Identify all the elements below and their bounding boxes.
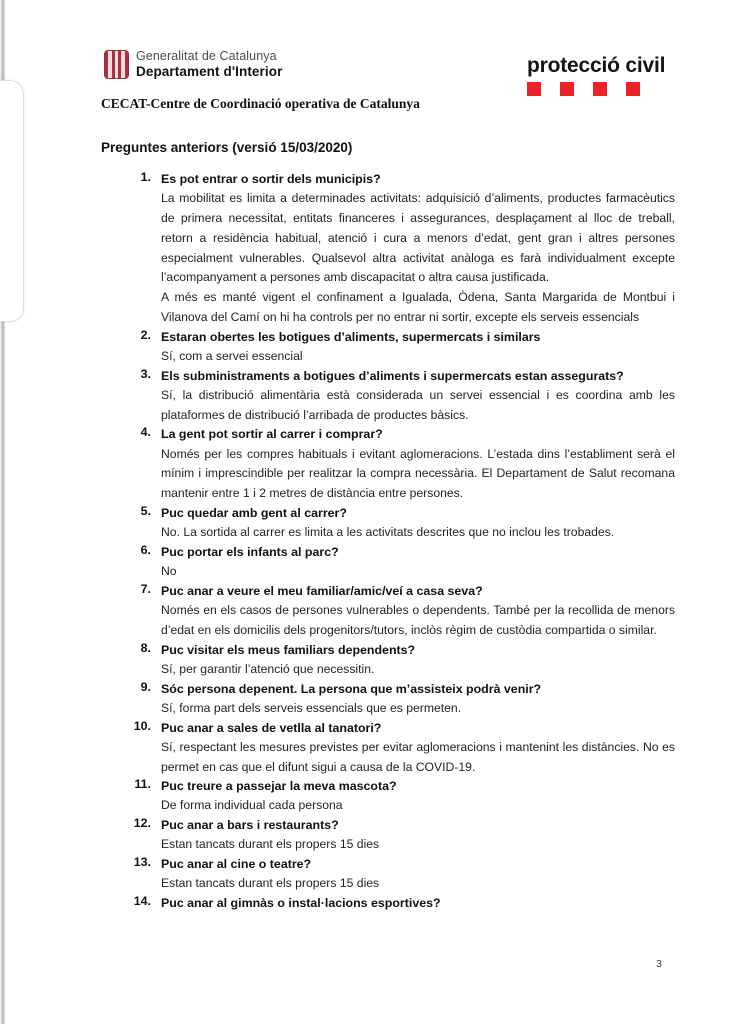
faq-item-number: 4. — [140, 425, 151, 440]
faq-item-number: 5. — [140, 503, 151, 518]
faq-item-number: 2. — [140, 327, 151, 342]
faq-answer: Sí, per garantir l’atenció que necessitin. — [161, 661, 375, 676]
faq-question: La gent pot sortir al carrer i comprar? — [161, 427, 383, 442]
faq-item — [127, 894, 675, 913]
faq-item — [127, 719, 675, 778]
faq-question: Puc anar a bars i restaurants? — [161, 818, 339, 833]
faq-item — [127, 367, 675, 426]
faq-question: Estaran obertes les botigues d’aliments, supermercats i similars — [161, 329, 541, 344]
proteccio-civil-wordmark: protecció civil — [527, 54, 666, 77]
faq-answer: Només en els casos de persones vulnerables o dependents. També per la recollida de menors d’edat en els domicilis dels progenitors/tutors, inclòs règim de custòdia compartida o similar. — [161, 603, 675, 637]
proteccio-civil-logo — [527, 55, 677, 96]
faq-answer: Sí, com a servei essencial — [161, 348, 303, 363]
faq-question: Sóc persona depenent. La persona que m’assisteix podrà venir? — [161, 681, 542, 696]
generalitat-logo-line1: Generalitat de Catalunya — [136, 49, 277, 63]
faq-item-number: 9. — [140, 679, 151, 694]
section-title: Preguntes anteriors (versió 15/03/2020) — [101, 140, 353, 155]
page-number: 3 — [656, 958, 662, 970]
faq-question: Puc anar a veure el meu familiar/amic/veí a casa seva? — [161, 583, 483, 598]
faq-item — [127, 855, 675, 894]
faq-answer: No — [161, 564, 177, 579]
faq-answer: Només per les compres habituals i evitant aglomeracions. L’estada dins l’establiment serà el mínim i imprescindible per realitzar la compra necessària. El Departament de Salut recomana mantenir entre 1 i 2 metres de distància entre persones. — [161, 446, 675, 501]
faq-question: Puc portar els infants al parc? — [161, 544, 339, 559]
faq-item — [127, 680, 675, 719]
proteccio-civil-square — [527, 82, 541, 96]
faq-question: Es pot entrar o sortir dels municipis? — [161, 172, 381, 186]
faq-question: Puc anar a sales de vetlla al tanatori? — [161, 720, 382, 735]
faq-item-number: 12. — [133, 816, 151, 831]
faq-answer: Estan tancats durant els propers 15 dies — [161, 837, 380, 852]
faq-item — [127, 641, 675, 680]
faq-answer: Sí, respectant les mesures previstes per evitar aglomeracions i mantenint les distàncies. No es permet en cas que el difunt sigui a causa de la COVID-19. — [161, 739, 675, 774]
faq-question: Puc anar al gimnàs o instal·lacions esportives? — [161, 896, 441, 911]
senyera-shield-icon — [104, 50, 129, 79]
proteccio-civil-square — [626, 82, 640, 96]
faq-answer: Estan tancats durant els propers 15 dies — [161, 876, 380, 891]
document-body — [0, 140, 730, 913]
faq-answer: De forma individual cada persona — [161, 798, 343, 813]
faq-item — [127, 777, 675, 816]
faq-item-number: 7. — [140, 581, 151, 596]
faq-item — [127, 425, 675, 504]
faq-question: Els subministraments a botigues d’aliments i supermercats estan assegurats? — [161, 368, 624, 383]
faq-item-number: 14. — [133, 894, 151, 909]
faq-item — [127, 170, 675, 328]
faq-item-number: 3. — [140, 366, 151, 381]
faq-question: Puc anar al cine o teatre? — [161, 857, 312, 872]
faq-answer: A més es manté vigent el confinament a Igualada, Òdena, Santa Margarida de Montbui i Vilanova del Camí on hi ha controls per no entrar ni sortir, excepte els serveis essencials — [161, 290, 675, 324]
document-header — [0, 0, 730, 130]
faq-answer: Sí, forma part dels serveis essencials que es permeten. — [161, 700, 462, 715]
faq-answer: No. La sortida al carrer es limita a les activitats descrites que no inclou les trobades. — [161, 525, 615, 540]
faq-question: Puc quedar amb gent al carrer? — [161, 505, 347, 520]
faq-item — [127, 504, 675, 543]
proteccio-civil-squares-icon — [527, 82, 677, 96]
faq-answer: Sí, la distribució alimentària està considerada un servei essencial i es coordina amb les plataformes de distribució l’arribada de productes bàsics. — [161, 387, 675, 422]
faq-question: Puc visitar els meus familiars dependents? — [161, 642, 416, 657]
generalitat-logo-line2: Departament d'Interior — [136, 63, 283, 79]
faq-list — [0, 170, 730, 913]
faq-item-number: 10. — [133, 718, 151, 733]
faq-item-number: 1. — [140, 170, 151, 184]
proteccio-civil-square — [593, 82, 607, 96]
generalitat-de-catalunya-logo — [104, 50, 282, 80]
faq-answer: La mobilitat es limita a determinades activitats: adquisició d’aliments, productes farmacèutics de primera necessitat, entitats financeres i assegurances, desplaçament al lloc de treball, retorn a residència habitual, atenció i cura a menors d’edat, gent gran i altres persones especialment vulnerables. Qualsevol altra activitat anàloga es farà individualment excepte l’acompanyament a persones amb discapacitat o altra causa justificada. — [161, 191, 675, 285]
faq-item — [127, 328, 675, 367]
faq-item-number: 6. — [140, 542, 151, 557]
faq-item-number: 8. — [140, 640, 151, 655]
faq-item — [127, 816, 675, 855]
faq-item — [127, 543, 675, 582]
faq-item-number: 11. — [134, 777, 151, 792]
faq-item — [127, 582, 675, 641]
faq-question: Puc treure a passejar la meva mascota? — [161, 779, 397, 794]
faq-item-number: 13. — [133, 855, 151, 870]
cecat-subtitle: CECAT-Centre de Coordinació operativa de Catalunya — [101, 96, 420, 111]
proteccio-civil-square — [560, 82, 574, 96]
